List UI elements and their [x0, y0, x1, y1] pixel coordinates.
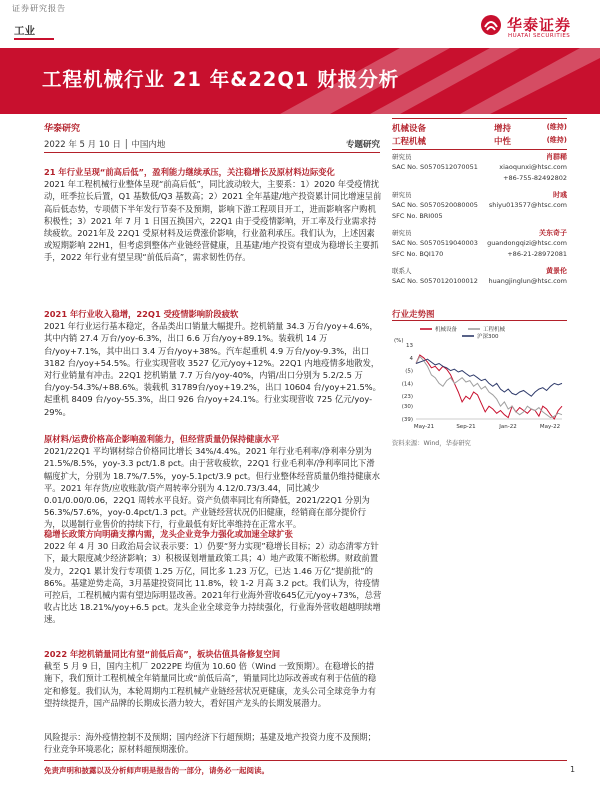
- y-tick-label: (14): [401, 381, 413, 388]
- analyst-cert: SAC No. S0570120100012: [392, 277, 478, 285]
- analyst-phone: +86-755-82492802: [503, 174, 567, 182]
- rating-value: 增持: [494, 124, 512, 134]
- date-region: 2022 年 5 月 10 日 │ 中国内地: [44, 140, 166, 150]
- analyst-role: 研究员: [392, 191, 412, 199]
- analyst-phone: +86-21-28972081: [507, 250, 567, 258]
- section-4: [44, 528, 382, 626]
- section-heading: 21 年行业呈现“前高后低”，盈利能力继续承压，关注稳增长及原材料边际变化: [44, 167, 335, 177]
- rating-sector: 工程机械: [392, 137, 427, 147]
- page-number: 1: [570, 765, 576, 774]
- trend-chart-title: 行业走势图: [392, 310, 435, 320]
- trend-chart: [392, 323, 567, 435]
- brand-name-cn: 华泰证券: [507, 16, 572, 34]
- y-tick-label: (5): [405, 368, 413, 375]
- section-3: [44, 433, 382, 531]
- section-body: 截至 5 月 9 日，国内主机厂 2022PE 均值为 10.60 倍（Wind 一致预期）。在稳增长的措施下，我们预计工程机械全年销量同比或“前低后高”，销量同比边际改善或有利于估值的稳定和修复。我们认为，本轮周期内工程机械产业链经营状况更健康，龙头公司全球竞争力有望持续提升，国产品牌的长期成长潜力较大，看好国产龙头的长期发展潜力。: [44, 661, 377, 708]
- section-body: 2022 年 4 月 30 日政治局会议表示要：1）仍要“努力实现”稳增长目标；2）动态清零方针下，最大限度减少经济影响；3）积极谋划增量政策工具；4）地产政策不断松绑。财政前置发力，22Q1 累计发行专项债 1.25 万亿，同比多 1.23 万亿，已达 1.46 万亿“提前批”的 86%。基建逆势走高，3月基建投资同比 11.8%，较 1-2 月高 3.2 pct。我们认为，待疫情可控后，工程机械内需有望边际明显改善。2021年行业海外营收645亿元/yoy+73%，总营收占比达 18.21%/yoy+6.5 pct。龙头企业全球竞争力持续强化，行业海外营收超越明续增速。: [44, 541, 382, 625]
- section-2: [44, 308, 382, 418]
- section-heading: 2021 年行业收入稳增，22Q1 受疫情影响阶段疲软: [44, 309, 239, 319]
- footer-rule: [44, 760, 567, 761]
- y-tick-label: (23): [401, 394, 413, 401]
- y-tick-label: (30): [401, 404, 413, 411]
- rating-sector: 机械设备: [392, 124, 427, 134]
- analyst-name: 肖群稀: [546, 153, 567, 161]
- section-heading: 2022 年挖机销量同比有望“前低后高”，板块估值具备修复空间: [44, 649, 281, 659]
- analyst-role: 联系人: [392, 267, 412, 275]
- analyst-email: xiaoqunxi@htsc.com: [499, 163, 567, 171]
- section-tag: 工业: [14, 25, 35, 37]
- analyst-cert: SAC No. S0570520080005: [392, 201, 478, 209]
- trend-rule: [392, 320, 567, 321]
- y-tick-label: 13: [406, 343, 413, 349]
- analyst-name: 关东奇子: [539, 229, 567, 237]
- legend-label: 机械设备: [435, 327, 458, 334]
- y-unit-label: (%): [394, 338, 404, 344]
- section-body: 2021 年行业运行基本稳定，各品类出口销量大幅提升。挖机销量 34.3 万台/yoy+4.6%，其中内销 27.4 万台/yoy-6.3%，出口 6.6 万台/yoy+89.1%。装载机 14 万台/yoy+7.1%，其中出口 3.4 万台/yoy+38%。汽车起重机 4.9 万台/yoy-9.3%，出口 3182 台/yoy+54.5%。行业实现营收 3527 亿元/yoy+12%。22Q1 内地疫情多地散发，对行业销量有冲击。22Q1 挖机销量 7.7 万台/yoy-40%，内销/出口分别为 5.2/2.5 万台/yoy-54.3%/+88.6%。装载机 31789台/yoy+19.2%，出口 10604 台/yoy+21.5%。起重机 8409 台/yoy-55.3%，出口 926 台/yoy+24.1%。行业实现营收 725 亿元/yoy-29%。: [44, 321, 381, 417]
- rating-status: (维持): [546, 123, 567, 131]
- chart-source: 资料来源：Wind，华泰研究: [392, 440, 471, 447]
- section-body: 2021/22Q1 平均钢材综合价格同比增长 34%/4.4%。2021 年行业毛利率/净利率分别为 21.5%/8.5%，yoy-3.3 pct/1.8 pct。由于营收疲软，22Q1 行业毛利率/净利率同比下滑幅度扩大，分别为 18.7%/7.5%，yoy-5.1pct/3.9 pct。但行业整体经营质量仍维持健康水平。2021 年存货/应收账款/资产周转率分别为 4.12/0.73/3.44，同比减少 0.01/0.00/0.06，22Q1 周转水平良好。资产负债率同比有所降低，2021/22Q1 分别为 56.3%/57.6%，yoy-0.4pct/1.3 pct。产业链经营状况仍旧健康，经销商在部分提价行为，以遏制行业售价的持续下行，行业最低有好比率维持在正常水平。: [44, 446, 381, 530]
- section-heading: 原材料/运费价格高企影响盈利能力，但经营质量仍保持健康水平: [44, 434, 280, 444]
- huatai-logo-icon: [480, 14, 502, 36]
- risk-warning: 风险提示：海外疫情控制不及预期；国内经济下行超预期；基建及地产投资力度不及预期；行业竞争环境恶化；原材料超预期涨价。: [44, 732, 376, 755]
- org-name: 华泰研究: [44, 124, 81, 134]
- analyst-role: 研究员: [392, 153, 412, 161]
- x-tick-label: Jan-22: [499, 424, 517, 430]
- report-category: 专题研究: [345, 140, 380, 150]
- section-heading: 稳增长政策方向明确支撑内需，龙头企业竞争力强化或加速全球扩张: [44, 529, 293, 539]
- y-tick-label: 4: [409, 355, 413, 362]
- ratings-box: [392, 118, 567, 150]
- analyst-name: 黄景伦: [546, 267, 567, 275]
- analyst-card: [392, 264, 567, 314]
- meta-line: [44, 138, 380, 150]
- report-title: 工程机械行业 21 年&22Q1 财报分析: [42, 68, 400, 91]
- analyst-email: shiyu013577@htsc.com: [488, 201, 567, 209]
- analyst-cert: SAC No. S0570519040003: [392, 239, 478, 247]
- legend-label: 沪深300: [477, 334, 499, 341]
- section-rule: [14, 38, 54, 40]
- y-tick-label: (39): [401, 417, 413, 423]
- legend-label: 工程机械: [483, 327, 506, 334]
- analyst-cert: SAC No. S0570512070051: [392, 163, 478, 171]
- analyst-sfc: SFC No. BQI170: [392, 250, 444, 258]
- rating-value: 中性: [494, 137, 512, 147]
- section-1: [44, 166, 382, 264]
- series-line: [416, 359, 562, 396]
- analyst-email: huangjinglun@htsc.com: [488, 277, 567, 285]
- analyst-role: 研究员: [392, 229, 412, 237]
- series-line: [416, 356, 562, 417]
- x-tick-label: May-21: [413, 424, 435, 430]
- analyst-name: 时彧: [553, 191, 567, 199]
- brand-logo: [480, 12, 590, 42]
- x-tick-label: Sep-21: [456, 424, 476, 430]
- report-type-label: 证券研究报告: [12, 4, 66, 13]
- analyst-sfc: SFC No. BRI005: [392, 212, 443, 220]
- section-body: 2021 年工程机械行业整体呈现“前高后低”，同比波动较大，主要系：1）2020 年受疫情扰动，旺季拉长后置，Q1 基数低/Q3 基数高；2）2021 全年基建/地产投资累计同比增速呈前高后低态势，专项债下半年发行节奏不及预期，影响下游工程项目开工，进而影响客户购机积极性；3）2021 年 7 月 1 日国五换国六，22Q1 由于受疫情影响，开工率及行业需求持续疲软。2021年及 22Q1 受原材料及运费涨价影响，行业盈利承压。我们认为，上述因素或短期影响 22H1，但考虑到整体产业链经营健康，且基建/地产投资有望成为稳增长主要抓手，2022 年行业有望呈现“前低后高”，需求韧性仍存。: [44, 179, 382, 263]
- section-5: [44, 648, 382, 709]
- title-banner: [0, 48, 600, 114]
- disclaimer: 免责声明和披露以及分析师声明是报告的一部分，请务必一起阅读。: [44, 766, 269, 775]
- analyst-email: guandongqizi@htsc.com: [487, 239, 567, 247]
- x-tick-label: May-22: [539, 424, 561, 430]
- meta-rule: [44, 152, 380, 153]
- brand-name-en: HUATAI SECURITIES: [508, 33, 571, 39]
- rating-status: (维持): [546, 136, 567, 144]
